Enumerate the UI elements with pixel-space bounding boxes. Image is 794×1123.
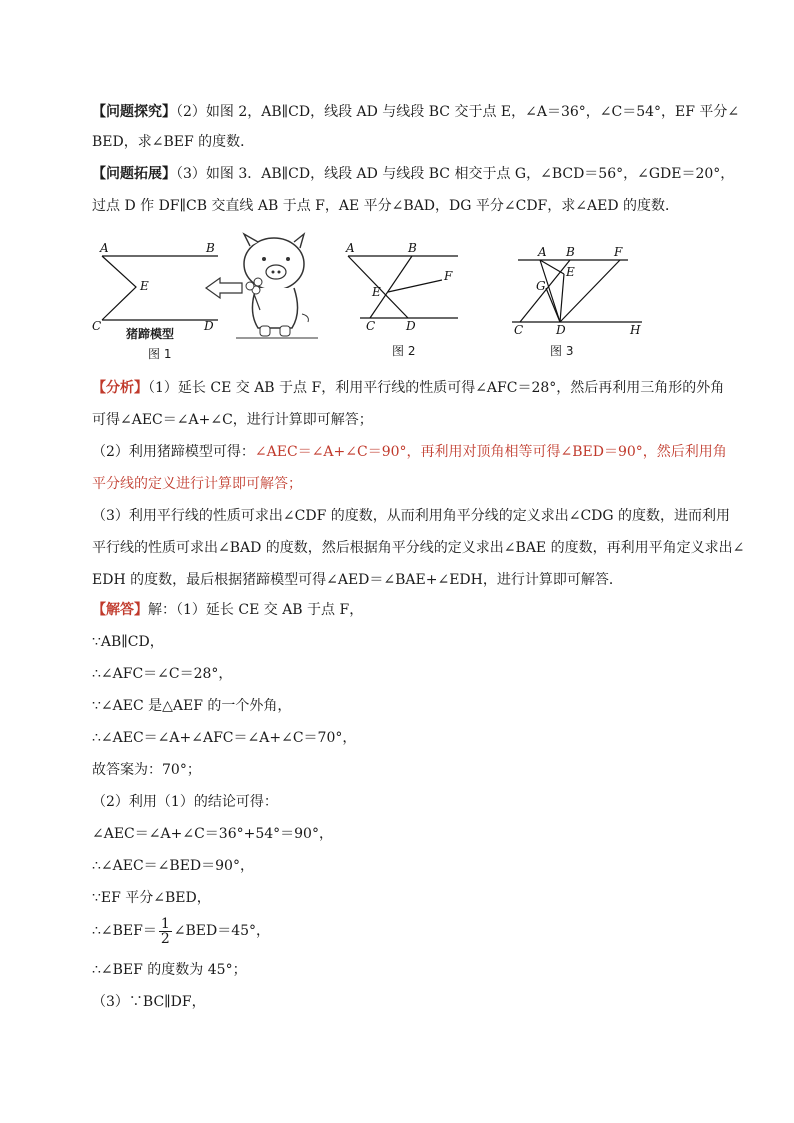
fig2-point-e: E xyxy=(372,285,381,299)
problem-3-text: （3）如图 3．AB∥CD，线段 AD 与线段 BC 相交于点 G，∠BCD＝56°，∠GDE＝20°， xyxy=(176,166,735,182)
solution-step-10 xyxy=(92,916,270,946)
fig3-point-b: B xyxy=(566,245,575,259)
figure-3-diagram xyxy=(508,240,648,340)
fig3-point-d: D xyxy=(556,323,566,337)
solution-step-11: ∴∠BEF 的度数为 45°； xyxy=(92,962,247,978)
fig3-point-a: A xyxy=(538,245,547,259)
analysis-p1-a: （1）延长 xyxy=(148,380,211,396)
fig1-point-b: B xyxy=(206,241,215,255)
figure-3-caption: 图 3 xyxy=(550,344,574,358)
fig2-segment-ef xyxy=(388,280,442,292)
fig1-polyline-aec xyxy=(102,256,136,320)
analysis-p2-a: （2）利用猪蹄模型可得： xyxy=(92,444,255,460)
solution-step-6: （2）利用（1）的结论可得： xyxy=(92,794,278,810)
solution-step-3: ∵∠AEC 是△AEF 的一个外角， xyxy=(92,698,292,714)
fig2-point-b: B xyxy=(408,241,417,255)
problem-3-tag: 【问题拓展】 xyxy=(92,166,176,182)
analysis-line-6: 平行线的性质可求出∠BAD 的度数，然后根据角平分线的定义求出∠BAE 的度数，再利用平角定义求出∠ xyxy=(92,540,745,556)
fig2-point-f: F xyxy=(444,269,453,283)
solution-line-intro xyxy=(92,600,363,620)
analysis-line-5: （3）利用平行线的性质可求出∠CDF 的度数，从而利用角平分线的定义求出∠CDG 的度数，进而利用 xyxy=(92,508,731,524)
fig3-point-e: E xyxy=(566,265,575,279)
problem-2-text: （2）如图 2，AB∥CD，线段 AD 与线段 BC 交于点 E，∠A＝36°，∠C＝54°，EF 平分∠ xyxy=(176,104,740,120)
pig-cartoon-illustration xyxy=(198,232,318,342)
fraction-denominator: 2 xyxy=(160,930,170,947)
left-arrow-icon xyxy=(206,278,242,298)
analysis-line-7: EDH 的度数，最后根据猪蹄模型可得∠AED＝∠BAE+∠EDH，进行计算即可解答． xyxy=(92,572,623,588)
analysis-line-4: 平分线的定义进行计算即可解答； xyxy=(92,476,302,492)
fig2-point-d: D xyxy=(406,319,416,333)
analysis-p1-b: CE 交 AB 于点 F，利用平行线的性质可得∠AFC＝28°，然后再利用三角形的外角 xyxy=(210,380,725,396)
fig3-point-h: H xyxy=(630,323,641,337)
analysis-line-1 xyxy=(92,378,724,398)
solution-tag: 【解答】 xyxy=(92,602,148,618)
pig-snout xyxy=(266,265,286,279)
solution-step-9: ∵EF 平分∠BED， xyxy=(92,890,211,906)
problem-2-line-2: BED，求∠BEF 的度数． xyxy=(92,134,255,150)
analysis-p2-b: ∠AEC＝∠A+∠C＝90°，再利用对顶角相等可得∠BED＝90°，然后利用角 xyxy=(254,444,727,460)
fig2-point-c: C xyxy=(366,319,376,333)
analysis-line-2: 可得∠AEC＝∠A+∠C，进行计算即可解答； xyxy=(92,412,373,428)
fig1-point-e: E xyxy=(140,279,149,293)
problem-3-line-1 xyxy=(92,164,734,184)
fig3-point-g: G xyxy=(536,279,546,293)
figure-2-diagram xyxy=(340,240,470,340)
fig1-point-c: C xyxy=(92,319,102,333)
solution-step-5: 故答案为：70°； xyxy=(92,762,201,778)
figure-1-caption: 图 1 xyxy=(148,347,172,361)
fig3-point-f: F xyxy=(614,245,623,259)
pig-head xyxy=(244,238,304,290)
analysis-line-3 xyxy=(92,442,727,462)
fig3-point-c: C xyxy=(514,323,524,337)
solution-step-8: ∴∠AEC＝∠BED＝90°， xyxy=(92,858,254,874)
solution-step-12: （3）∵BC∥DF， xyxy=(92,994,206,1010)
problem-2-line-1 xyxy=(92,102,739,122)
analysis-tag: 【分析】 xyxy=(92,380,148,396)
solution-step-1: ∵AB∥CD， xyxy=(92,634,164,650)
solution-step-10-post: ∠BED＝45°， xyxy=(173,923,271,939)
fig3-segment-ed xyxy=(560,274,564,322)
solution-step-7: ∠AEC＝∠A+∠C＝36°+54°＝90°， xyxy=(92,826,333,842)
problem-2-tag: 【问题探究】 xyxy=(92,104,176,120)
solution-step-4: ∴∠AEC＝∠A+∠AFC＝∠A+∠C＝70°， xyxy=(92,730,357,746)
fraction-numerator: 1 xyxy=(160,915,170,932)
solution-intro: 解：（1）延长 CE 交 AB 于点 F， xyxy=(148,602,364,618)
problem-3-line-2: 过点 D 作 DF∥CB 交直线 AB 于点 F，AE 平分∠BAD，DG 平分∠CDF，求∠AED 的度数． xyxy=(92,198,680,214)
solution-step-2: ∴∠AFC＝∠C＝28°， xyxy=(92,666,233,682)
fig3-segment-gd xyxy=(546,288,560,322)
fig2-point-a: A xyxy=(346,241,355,255)
figure-2-caption: 图 2 xyxy=(392,344,416,358)
fig1-point-d: D xyxy=(204,319,214,333)
solution-step-10-pre: ∴∠BEF＝ xyxy=(92,923,157,939)
fig1-point-a: A xyxy=(100,241,109,255)
figure-1-model-label: 猪蹄模型 xyxy=(126,327,175,341)
fraction-one-half xyxy=(159,917,172,946)
